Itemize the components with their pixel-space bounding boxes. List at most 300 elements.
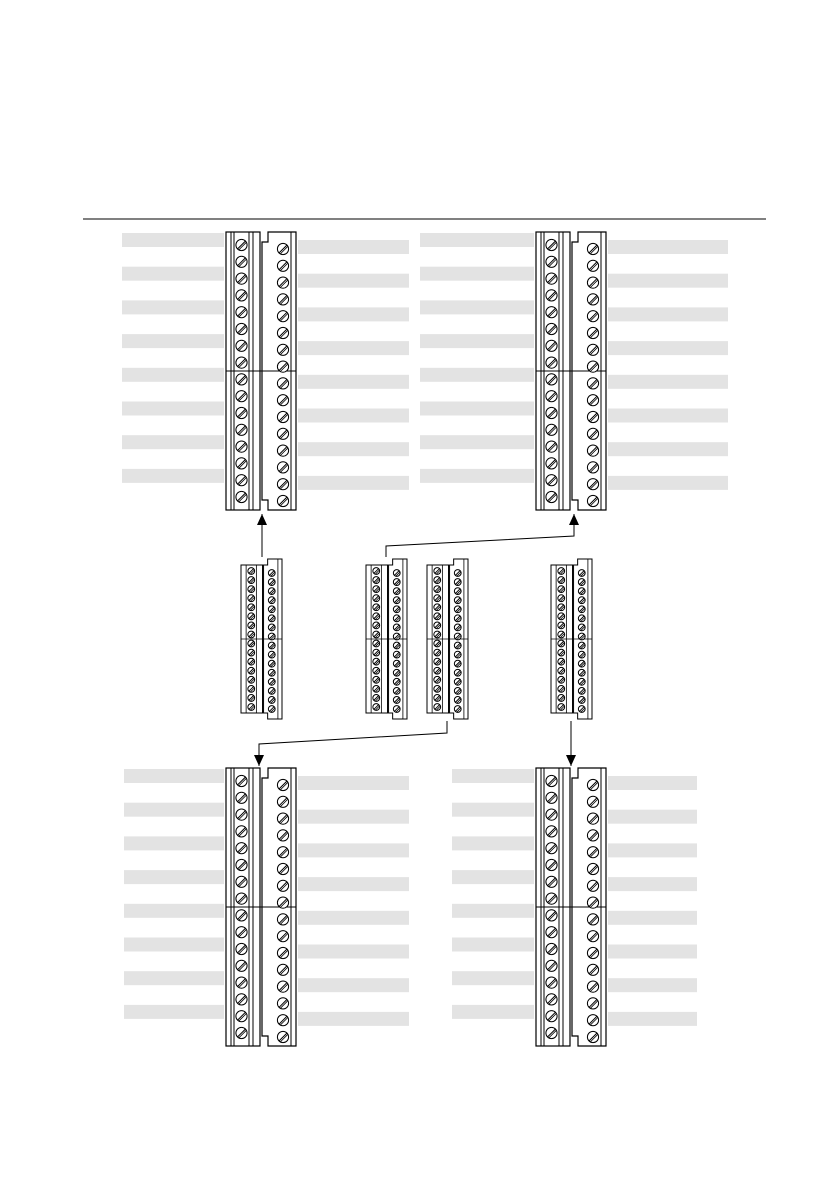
- screw-icon: [393, 624, 400, 631]
- screw-icon: [546, 859, 557, 870]
- screw-icon: [373, 622, 380, 629]
- screw-icon: [236, 977, 247, 988]
- screw-icon: [454, 606, 461, 613]
- screw-icon: [434, 704, 441, 711]
- label-bar-left: [124, 938, 224, 952]
- screw-icon: [587, 428, 598, 439]
- screw-icon: [248, 640, 255, 647]
- screw-icon: [587, 931, 598, 942]
- arrow-head-icon: [257, 514, 267, 525]
- screw-icon: [268, 624, 275, 631]
- screw-icon: [454, 588, 461, 595]
- screw-icon: [248, 704, 255, 711]
- screw-icon: [277, 378, 288, 389]
- screw-icon: [248, 631, 255, 638]
- screw-icon: [578, 697, 585, 704]
- label-bar-right: [298, 341, 409, 355]
- screw-icon: [248, 649, 255, 656]
- screw-icon: [587, 395, 598, 406]
- screw-icon: [454, 687, 461, 694]
- top-left-terminal-block: [226, 232, 296, 510]
- label-bar-right: [608, 776, 697, 790]
- screw-icon: [277, 830, 288, 841]
- screw-icon: [587, 361, 598, 372]
- screw-icon: [546, 792, 557, 803]
- screw-icon: [587, 294, 598, 305]
- screw-icon: [236, 307, 247, 318]
- screw-icon: [546, 323, 557, 334]
- arrow-head-icon: [569, 514, 579, 525]
- screw-icon: [546, 977, 557, 988]
- screw-icon: [277, 998, 288, 1009]
- screw-icon: [248, 667, 255, 674]
- screw-icon: [393, 660, 400, 667]
- screw-icon: [236, 273, 247, 284]
- screw-icon: [546, 424, 557, 435]
- screw-icon: [587, 998, 598, 1009]
- screw-icon: [277, 796, 288, 807]
- screw-icon: [578, 615, 585, 622]
- screw-icon: [268, 642, 275, 649]
- screw-icon: [434, 676, 441, 683]
- label-bar-left: [452, 1005, 534, 1019]
- screw-icon: [578, 669, 585, 676]
- screw-icon: [587, 830, 598, 841]
- screw-icon: [546, 843, 557, 854]
- screw-icon: [587, 796, 598, 807]
- label-bar-left: [452, 904, 534, 918]
- screw-icon: [373, 595, 380, 602]
- label-bar-left: [124, 803, 224, 817]
- label-bar-left: [122, 368, 224, 382]
- arrow-head-icon: [254, 755, 264, 766]
- screw-icon: [434, 658, 441, 665]
- screw-icon: [277, 395, 288, 406]
- label-bar-right: [298, 442, 409, 456]
- screw-icon: [587, 411, 598, 422]
- screw-icon: [454, 624, 461, 631]
- label-bar-left: [452, 836, 534, 850]
- screw-icon: [277, 260, 288, 271]
- screw-icon: [277, 847, 288, 858]
- screw-icon: [236, 391, 247, 402]
- label-bar-left: [124, 904, 224, 918]
- label-bar-left: [122, 334, 224, 348]
- screw-icon: [393, 579, 400, 586]
- screw-icon: [268, 615, 275, 622]
- bottom-right-terminal-block: [536, 768, 606, 1046]
- label-bar-right: [298, 1012, 409, 1026]
- screw-icon: [393, 588, 400, 595]
- screw-icon: [248, 595, 255, 602]
- screw-icon: [373, 667, 380, 674]
- label-bar-left: [452, 870, 534, 884]
- screw-icon: [277, 981, 288, 992]
- screw-icon: [546, 273, 557, 284]
- label-bar-right: [298, 409, 409, 423]
- screw-icon: [578, 651, 585, 658]
- label-bar-right: [298, 877, 409, 891]
- screw-icon: [546, 391, 557, 402]
- label-bar-right: [608, 375, 728, 389]
- screw-icon: [277, 294, 288, 305]
- screw-icon: [393, 606, 400, 613]
- label-bar-right: [608, 442, 728, 456]
- screw-icon: [546, 943, 557, 954]
- screw-icon: [277, 462, 288, 473]
- top-right-terminal-block: [536, 232, 606, 510]
- bottom-left-terminal-block: [226, 768, 296, 1046]
- screw-icon: [546, 491, 557, 502]
- screw-icon: [236, 407, 247, 418]
- screw-icon: [236, 1027, 247, 1038]
- label-bar-left: [124, 870, 224, 884]
- screw-icon: [277, 914, 288, 925]
- label-bar-right: [298, 307, 409, 321]
- screw-icon: [454, 678, 461, 685]
- screw-icon: [236, 357, 247, 368]
- label-bar-right: [298, 476, 409, 490]
- screw-icon: [546, 775, 557, 786]
- screw-icon: [393, 706, 400, 713]
- screw-icon: [434, 631, 441, 638]
- screw-icon: [546, 893, 557, 904]
- label-bar-right: [298, 945, 409, 959]
- label-bar-left: [122, 402, 224, 416]
- screw-icon: [277, 813, 288, 824]
- screw-icon: [268, 669, 275, 676]
- screw-icon: [373, 577, 380, 584]
- screw-icon: [236, 239, 247, 250]
- screw-icon: [558, 622, 565, 629]
- screw-icon: [236, 290, 247, 301]
- label-bar-right: [298, 274, 409, 288]
- screw-icon: [434, 595, 441, 602]
- label-bar-left: [122, 435, 224, 449]
- screw-icon: [558, 577, 565, 584]
- screw-icon: [373, 613, 380, 620]
- screw-icon: [546, 994, 557, 1005]
- screw-icon: [373, 631, 380, 638]
- screw-icon: [558, 631, 565, 638]
- screw-icon: [277, 411, 288, 422]
- screw-icon: [587, 981, 598, 992]
- screw-icon: [277, 428, 288, 439]
- screw-icon: [268, 606, 275, 613]
- screw-icon: [277, 931, 288, 942]
- screw-icon: [277, 779, 288, 790]
- screw-icon: [587, 445, 598, 456]
- screw-icon: [236, 374, 247, 385]
- screw-icon: [236, 893, 247, 904]
- screw-icon: [277, 327, 288, 338]
- screw-icon: [546, 239, 557, 250]
- screw-icon: [558, 649, 565, 656]
- screw-icon: [236, 441, 247, 452]
- screw-icon: [546, 1011, 557, 1022]
- screw-icon: [373, 604, 380, 611]
- screw-icon: [587, 495, 598, 506]
- screw-icon: [546, 441, 557, 452]
- label-bar-right: [608, 240, 728, 254]
- screw-icon: [248, 586, 255, 593]
- label-bar-right: [608, 409, 728, 423]
- screw-icon: [434, 622, 441, 629]
- label-bar-right: [298, 776, 409, 790]
- screw-icon: [546, 340, 557, 351]
- label-bar-right: [298, 911, 409, 925]
- screw-icon: [236, 843, 247, 854]
- connector-2: [366, 559, 407, 719]
- screw-icon: [578, 706, 585, 713]
- screw-icon: [236, 475, 247, 486]
- screw-icon: [277, 947, 288, 958]
- screw-icon: [454, 579, 461, 586]
- screw-icon: [373, 649, 380, 656]
- screw-icon: [248, 685, 255, 692]
- screw-icon: [236, 458, 247, 469]
- label-bar-right: [608, 810, 697, 824]
- screw-icon: [236, 491, 247, 502]
- screw-icon: [268, 706, 275, 713]
- screw-icon: [373, 658, 380, 665]
- screw-icon: [236, 859, 247, 870]
- screw-icon: [248, 604, 255, 611]
- screw-icon: [587, 277, 598, 288]
- screw-icon: [277, 344, 288, 355]
- screw-icon: [434, 586, 441, 593]
- screw-icon: [248, 658, 255, 665]
- screw-icon: [277, 495, 288, 506]
- screw-icon: [277, 243, 288, 254]
- screw-icon: [578, 588, 585, 595]
- screw-icon: [268, 697, 275, 704]
- screw-icon: [248, 577, 255, 584]
- screw-icon: [558, 667, 565, 674]
- label-bar-left: [124, 971, 224, 985]
- label-bar-right: [298, 843, 409, 857]
- screw-icon: [373, 568, 380, 575]
- screw-icon: [546, 407, 557, 418]
- screw-icon: [236, 1011, 247, 1022]
- screw-icon: [587, 327, 598, 338]
- screw-icon: [434, 568, 441, 575]
- label-bar-right: [608, 945, 697, 959]
- screw-icon: [587, 260, 598, 271]
- screw-icon: [434, 685, 441, 692]
- screw-icon: [277, 311, 288, 322]
- label-bar-left: [124, 769, 224, 783]
- label-bar-right: [608, 307, 728, 321]
- screw-icon: [393, 687, 400, 694]
- screw-icon: [277, 897, 288, 908]
- label-bar-left: [420, 233, 534, 247]
- screw-icon: [454, 615, 461, 622]
- screw-icon: [454, 633, 461, 640]
- screw-icon: [454, 642, 461, 649]
- screw-icon: [236, 927, 247, 938]
- screw-icon: [454, 651, 461, 658]
- screw-icon: [546, 458, 557, 469]
- screw-icon: [277, 479, 288, 490]
- label-bar-left: [420, 435, 534, 449]
- screw-icon: [373, 695, 380, 702]
- screw-icon: [578, 624, 585, 631]
- screw-icon: [546, 1027, 557, 1038]
- screw-icon: [236, 340, 247, 351]
- screw-icon: [236, 994, 247, 1005]
- arrow-to-top-left: [257, 514, 267, 557]
- screw-icon: [546, 256, 557, 267]
- screw-icon: [268, 660, 275, 667]
- label-bar-right: [298, 810, 409, 824]
- screw-icon: [454, 597, 461, 604]
- screw-icon: [434, 695, 441, 702]
- label-bar-right: [608, 911, 697, 925]
- screw-icon: [454, 706, 461, 713]
- label-bar-left: [122, 469, 224, 483]
- screw-icon: [546, 307, 557, 318]
- screw-icon: [236, 424, 247, 435]
- screw-icon: [236, 256, 247, 267]
- screw-icon: [587, 863, 598, 874]
- label-bar-left: [124, 1005, 224, 1019]
- connector-4: [551, 559, 592, 719]
- arrow-head-icon: [566, 755, 576, 766]
- screw-icon: [373, 704, 380, 711]
- screw-icon: [434, 604, 441, 611]
- screw-icon: [373, 676, 380, 683]
- screw-icon: [434, 640, 441, 647]
- screw-icon: [578, 633, 585, 640]
- screw-icon: [587, 1015, 598, 1026]
- screw-icon: [393, 633, 400, 640]
- screw-icon: [393, 615, 400, 622]
- screw-icon: [268, 633, 275, 640]
- screw-icon: [587, 847, 598, 858]
- screw-icon: [578, 579, 585, 586]
- screw-icon: [546, 357, 557, 368]
- label-bar-left: [420, 334, 534, 348]
- label-bars: [122, 233, 728, 1026]
- screw-icon: [268, 678, 275, 685]
- screw-icon: [434, 577, 441, 584]
- screw-icon: [248, 613, 255, 620]
- screw-icon: [277, 277, 288, 288]
- screw-icon: [587, 813, 598, 824]
- label-bar-left: [122, 300, 224, 314]
- label-bar-left: [452, 803, 534, 817]
- screw-icon: [236, 943, 247, 954]
- connector-3: [427, 559, 468, 719]
- screw-icon: [587, 311, 598, 322]
- screw-icon: [393, 669, 400, 676]
- screw-icon: [268, 570, 275, 577]
- label-bar-left: [452, 971, 534, 985]
- screw-icon: [546, 475, 557, 486]
- screw-icon: [434, 667, 441, 674]
- label-bar-right: [298, 240, 409, 254]
- screw-icon: [587, 479, 598, 490]
- screw-icon: [373, 586, 380, 593]
- label-bar-right: [298, 375, 409, 389]
- label-bar-right: [298, 978, 409, 992]
- label-bar-left: [420, 469, 534, 483]
- screw-icon: [578, 570, 585, 577]
- screw-icon: [373, 640, 380, 647]
- screw-icon: [558, 704, 565, 711]
- screw-icon: [587, 964, 598, 975]
- screw-icon: [248, 622, 255, 629]
- label-bar-right: [608, 274, 728, 288]
- screw-icon: [546, 809, 557, 820]
- screw-icon: [587, 947, 598, 958]
- screw-icon: [393, 642, 400, 649]
- connector-1: [241, 559, 282, 719]
- screw-icon: [268, 651, 275, 658]
- screw-icon: [268, 687, 275, 694]
- screw-icon: [277, 880, 288, 891]
- screw-icon: [587, 243, 598, 254]
- screw-icon: [454, 570, 461, 577]
- connection-arrows: [254, 514, 579, 766]
- screw-icon: [434, 613, 441, 620]
- label-bar-left: [420, 368, 534, 382]
- screw-icon: [578, 660, 585, 667]
- terminal-blocks: [226, 232, 606, 1046]
- screw-icon: [558, 676, 565, 683]
- screw-icon: [236, 775, 247, 786]
- label-bar-left: [420, 300, 534, 314]
- screw-icon: [558, 568, 565, 575]
- arrow-to-top-right: [386, 514, 579, 557]
- screw-icon: [277, 1031, 288, 1042]
- screw-icon: [558, 685, 565, 692]
- screw-icon: [236, 876, 247, 887]
- screw-icon: [578, 597, 585, 604]
- screw-icon: [248, 676, 255, 683]
- label-bar-right: [608, 341, 728, 355]
- screw-icon: [587, 914, 598, 925]
- screw-icon: [546, 374, 557, 385]
- screw-icon: [546, 290, 557, 301]
- screw-icon: [546, 927, 557, 938]
- screw-icon: [558, 604, 565, 611]
- screw-icon: [393, 597, 400, 604]
- screw-icon: [268, 588, 275, 595]
- label-bar-left: [420, 267, 534, 281]
- screw-icon: [578, 678, 585, 685]
- screw-icon: [558, 586, 565, 593]
- screw-icon: [236, 792, 247, 803]
- screw-icon: [578, 687, 585, 694]
- label-bar-right: [608, 1012, 697, 1026]
- label-bar-left: [122, 267, 224, 281]
- screw-icon: [236, 960, 247, 971]
- screw-icon: [558, 695, 565, 702]
- screw-icon: [546, 876, 557, 887]
- screw-icon: [454, 697, 461, 704]
- screw-icon: [236, 323, 247, 334]
- screw-icon: [248, 568, 255, 575]
- screw-icon: [277, 445, 288, 456]
- screw-icon: [393, 651, 400, 658]
- screw-icon: [587, 344, 598, 355]
- screw-icon: [578, 642, 585, 649]
- screw-icon: [277, 863, 288, 874]
- screw-icon: [546, 910, 557, 921]
- screw-icon: [558, 613, 565, 620]
